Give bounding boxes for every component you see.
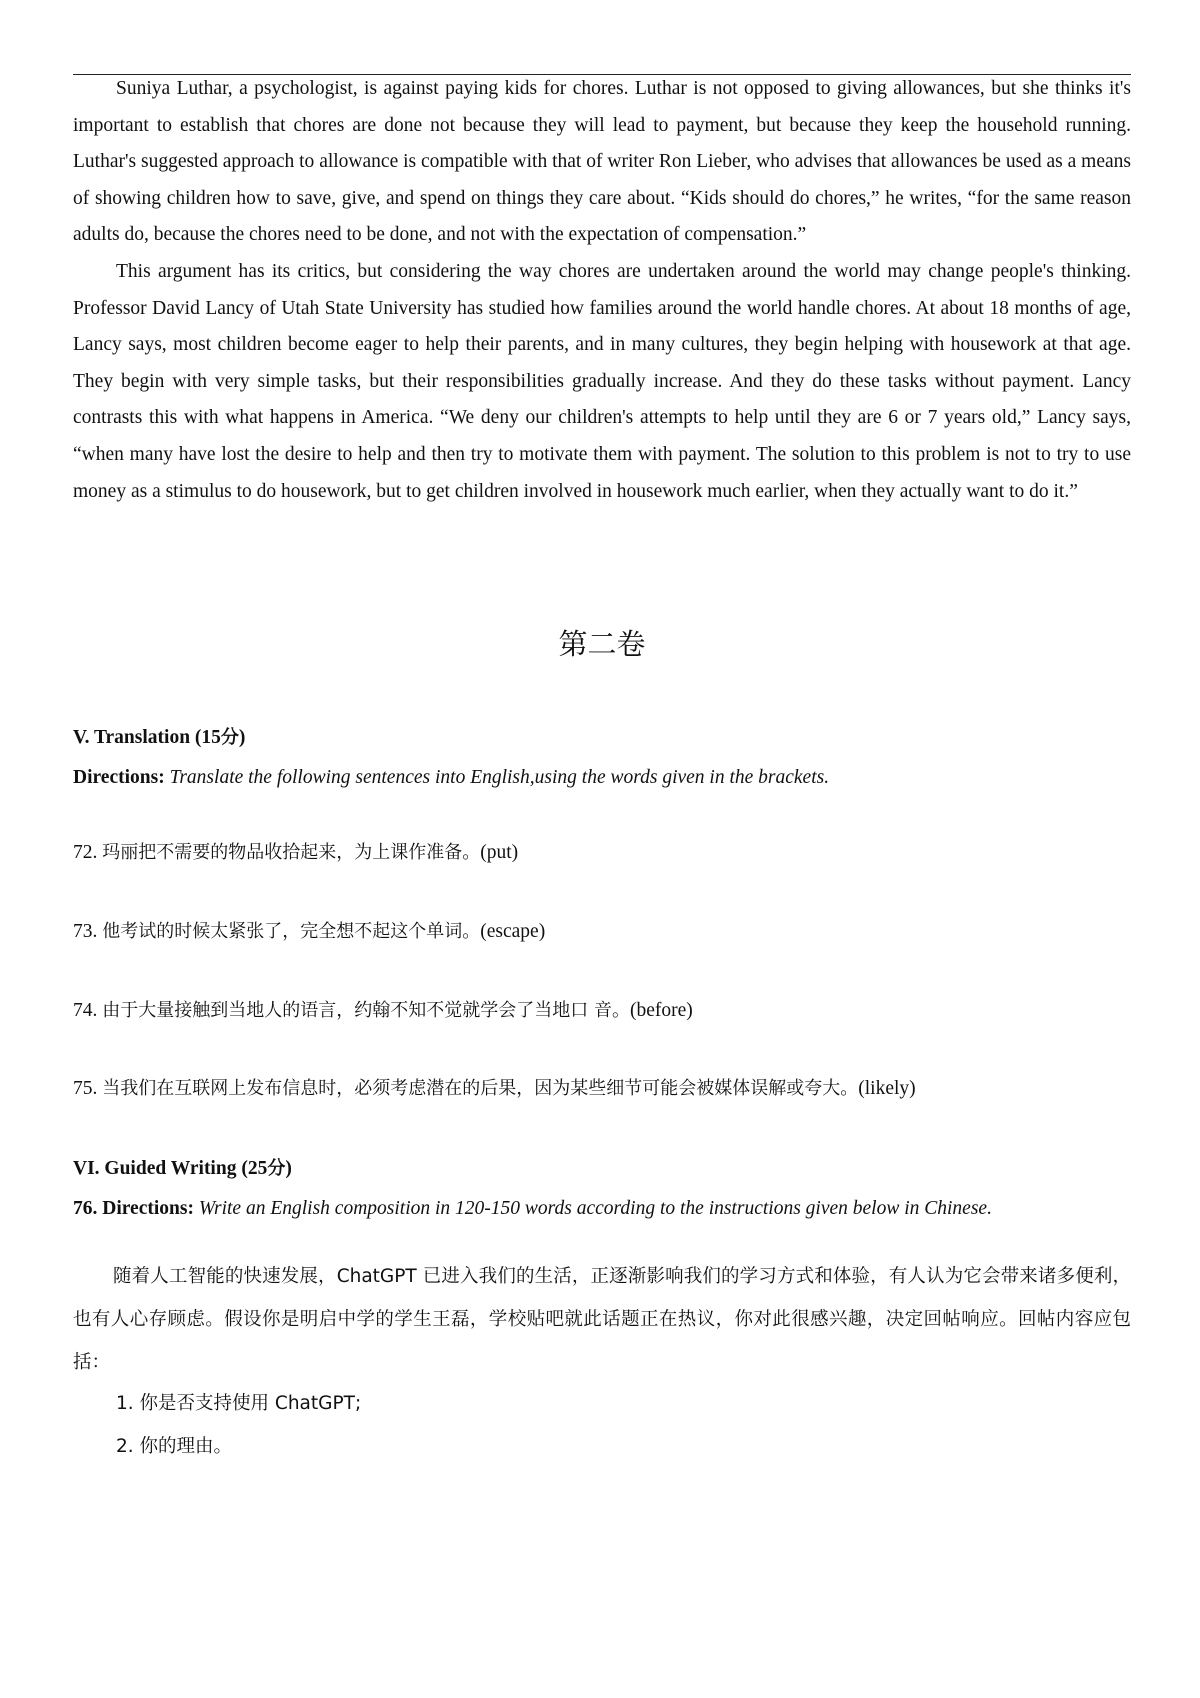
translation-directions-lead: Directions: [73, 767, 165, 788]
passage-paragraph-2: This argument has its critics, but considering the way chores are undertaken around the world may change people's thinking. Professor David Lancy of Utah State University has studied how families around the world handle chores. At about 18 months of age, Lancy says, most children become eager to help their parents, and in many cultures, they begin helping with housework at that age. They begin with very simple tasks, but their responsibilities gradually increase. And they do these tasks without payment. Lancy contrasts this with what happens in America. “We deny our children's attempts to help until they are 6 or 7 years old,” Lancy says, “when many have lost the desire to help and then try to motivate them with payment. The solution to this problem is not to try to use money as a stimulus to do housework, but to get children involved in housework much earlier, when they actually want to do it.” [73, 260, 1131, 502]
item-number: 74. [73, 1000, 98, 1021]
writing-list-item-1: 1. 你是否支持使用 ChatGPT; [116, 1393, 362, 1414]
translation-heading-text: V. Translation (15 [73, 727, 221, 748]
item-number: 72. [73, 842, 98, 863]
writing-list-item-2: 2. 你的理由。 [116, 1436, 233, 1457]
writing-directions-lead: 76. Directions: [73, 1198, 194, 1219]
item-chinese: 当我们在互联网上发布信息时，必须考虑潜在的后果，因为某些细节可能会被媒体误解或夸大。 [102, 1078, 859, 1099]
item-chinese: 由于大量接触到当地人的语言，约翰不知不觉就学会了当地口 音。 [102, 1000, 630, 1021]
item-chinese: 玛丽把不需要的物品收拾起来，为上课作准备。 [102, 842, 481, 863]
translation-item-73 [73, 917, 545, 947]
item-number: 75. [73, 1078, 98, 1099]
writing-heading-end: ) [285, 1158, 292, 1179]
translation-item-72 [73, 838, 518, 868]
translation-item-74 [73, 996, 693, 1026]
item-number: 73. [73, 921, 98, 942]
translation-heading [73, 723, 245, 753]
translation-directions-body: Translate the following sentences into English,using the words given in the brackets. [169, 767, 830, 788]
section-title: 第二卷 [558, 627, 646, 661]
writing-heading-text: VI. Guided Writing (25 [73, 1158, 268, 1179]
translation-heading-zh: 分 [220, 727, 239, 748]
writing-heading-zh: 分 [267, 1158, 286, 1179]
translation-heading-end: ) [238, 727, 246, 748]
item-hint: (escape) [480, 921, 546, 942]
translation-item-75 [73, 1074, 916, 1104]
item-hint: (put) [480, 842, 519, 863]
passage-paragraph-1: Suniya Luthar, a psychologist, is against paying kids for chores. Luthar is not opposed to giving allowances, but she thinks it's important to establish that chores are done not because they will lead to payment, but because they keep the household running. Luthar's suggested approach to allowance is compatible with that of writer Ron Lieber, who advises that allowances be used as a means of showing children how to save, give, and spend on things they care about. “Kids should do chores,” he writes, “for the same reason adults do, because the chores need to be done, and not with the expectation of compensation.” [73, 78, 1131, 246]
writing-prompt-text: 随着人工智能的快速发展，ChatGPT 已进入我们的生活，正逐渐影响我们的学习方式和体验，有人认为它会带来诸多便利，也有人心存顾虑。假设你是明启中学的学生王磊，学校贴吧就此话题正在热议，你对此很感兴趣，决定回帖响应。回帖内容应包括： [73, 1266, 1131, 1373]
writing-heading [73, 1154, 292, 1184]
translation-directions [73, 763, 829, 793]
writing-directions-body: Write an English composition in 120-150 words according to the instructions given below in Chinese. [198, 1198, 992, 1219]
writing-prompt [73, 1255, 1131, 1384]
item-chinese: 他考试的时候太紧张了，完全想不起这个单词。 [102, 921, 481, 942]
item-hint: (likely) [858, 1078, 916, 1099]
item-hint: (before) [629, 1000, 693, 1021]
writing-directions [73, 1194, 992, 1224]
reading-passage [73, 71, 1131, 510]
